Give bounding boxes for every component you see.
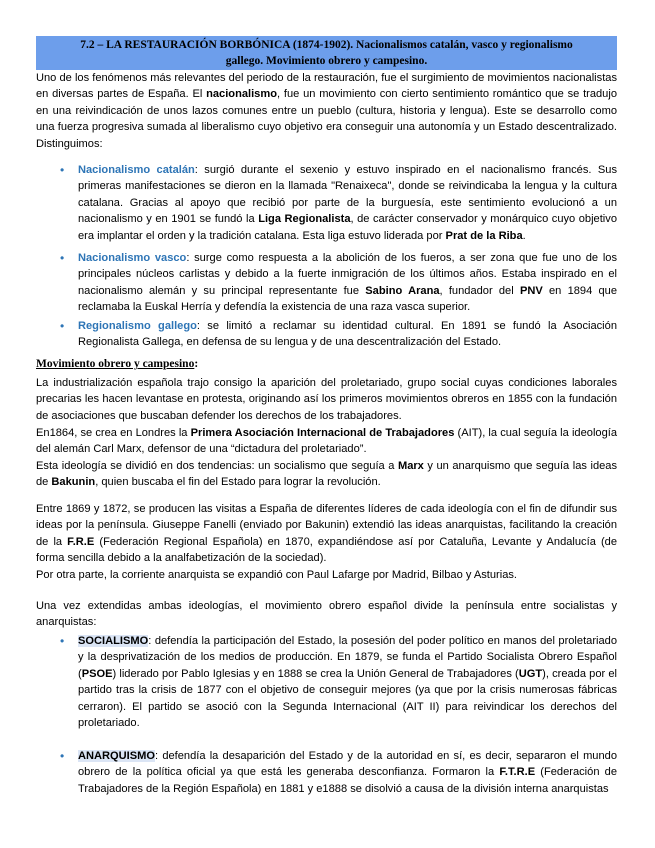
socialismo-text-a: : defendía la participación del Estado, la posesión del poder político en manos del proletariado y la desprivatización de los medios de producción. En 1879, se funda el Partido Socialista Obrero Español ( [78, 635, 617, 680]
catalan-text-e: . [522, 229, 526, 242]
p4-text-a: Entre 1869 y 1872, se producen las visitas a España de diferentes líderes de cada ideología con el fin de difundir sus ideas por la península. Giuseppe Fanelli (enviado por Bakunin) extendió las ideas anarquistas, facilitando la creación de la [36, 503, 617, 548]
catalan-text-c: , de carácter conservador y monárquico cuyo objetivo era implantar el orden y la tradición catalana. Esta liga estuvo liderada por [78, 213, 617, 242]
label-nacionalismo-catalan: Nacionalismo catalán [78, 164, 195, 176]
socialismo-text-e: ), creada por el partido tras la crisis de 1877 con el objetivo de conseguir mejores (ya que por la crisis numerosas fábricas cerraron). El partido se asoció con la Segunda Internacional (AIT II) para reivindicar los derechos del proletariado. [78, 667, 617, 730]
catalan-liga: Liga Regionalista [258, 213, 351, 226]
p4-text-c: (Federación Regional Española) en 1870, expandiéndose así por Cataluña, Levante y Andalucía (de forma sencilla debido a la analfabetización de la sociedad). [36, 535, 617, 565]
gallego-text-a: : se limitó a reclamar su identidad cultural. En 1891 se fundó la Asociación Regionalista Gallega, en defensa de su lengua y de una descentralización del Estado. [78, 320, 617, 349]
section-heading-text: Movimiento obrero y campesino [36, 358, 195, 370]
socialismo-psoe: PSOE [81, 667, 113, 680]
p3-text-e: , quien buscaba el fin del Estado para lograr la revolución. [95, 476, 381, 489]
intro-text-a: Uno de los fenómenos más relevantes del periodo de la restauración, fue el surgimiento de movimientos nacionalistas en diversas partes de España. El [36, 72, 617, 101]
p4-fre: F.R.E [67, 535, 95, 548]
list-item-catalan [60, 162, 617, 244]
vasco-text-c: , fundador del [439, 284, 520, 297]
obrero-paragraph-4 [36, 501, 617, 567]
anarquismo-ftre: F.T.R.E [499, 766, 536, 779]
title-line-1: 7.2 – LA RESTAURACIÓN BORBÓNICA (1874-1902). Nacionalismos catalán, vasco y regionalismo [80, 39, 573, 51]
catalan-text-a: : surgió durante el sexenio y estuvo inspirado en el nacionalismo francés. Sus primeras manifestaciones se dieron en la llamada "Renaixeca", donde se reivindicaba la lengua y la cultura catalana. Gracias al apoyo que recibió por parte de la burguesía, este sentimiento evolucionó a un nacionalismo y en 1901 se fundó la [78, 164, 617, 226]
section-heading [36, 356, 198, 372]
obrero-paragraph-2 [36, 425, 617, 458]
vasco-text-e: en 1894 que reclamaba la Euskal Herría y defendía la existencia de una raza vasca superior. [78, 284, 617, 314]
label-socialismo: SOCIALISMO [78, 635, 149, 647]
vasco-text-a: : surge como respuesta a la abolición de los fueros, a ser zona que fue uno de los principales núcleos carlistas y debido a la fuerte inmigración de los últimos años. Estaba inspirado en el nacionalismo alemán y su principal representante fue [78, 252, 617, 297]
obrero-paragraph-1: La industrialización española trajo consigo la aparición del proletariado, grupo social cuyas condiciones laborales precarias les hacen levantase en protesta, originando así los primeros movimientos obreros en 1855 con la fundación de asociaciones que buscaban defender los derechos de los trabajadores. [36, 377, 617, 422]
list-item-anarquismo [60, 748, 618, 797]
p3-marx: Marx [397, 460, 424, 472]
list-item-vasco [60, 250, 617, 316]
anarquismo-text-c: (Federación de Trabajadores de la Región Española) en 1881 y e1888 se disolvió a causa de la división interna anarquistas [78, 766, 618, 795]
vasco-pnv: PNV [519, 284, 543, 297]
title-line-2: gallego. Movimiento obrero y campesino. [225, 55, 428, 67]
anarquismo-text-a: : defendía la desaparición del Estado y de la autoridad en sí, es decir, separaron el mundo obrero de la política oficial ya que está les generaba desconfianza. Formaron la [78, 750, 617, 779]
section-heading-colon: : [194, 358, 199, 370]
p2-ait: Primera Asociación Internacional de Trabajadores [190, 427, 455, 439]
socialismo-text-c: ) liderado por Pablo Iglesias y en 1888 se crea la Unión General de Trabajadores ( [112, 667, 519, 680]
list-item-gallego [60, 318, 617, 351]
p3-bakunin: Bakunin [51, 476, 96, 489]
label-anarquismo: ANARQUISMO [78, 750, 156, 762]
intro-text-c: , fue un movimiento con cierto sentimiento romántico que se tradujo en una reivindicación de unos lazos comunes entre un pueblo (cultura, historia y lengua). Este se desarrollo como una fuerza progresiva sumada al liberalismo cuyo objetivo era conseguir una autonomía y un Estado descentralizado. Distinguimos: [36, 88, 617, 150]
list-item-socialismo [60, 633, 617, 731]
bullet-icon: • [60, 634, 65, 648]
label-regionalismo-gallego: Regionalismo gallego [78, 320, 197, 332]
bullet-icon: • [60, 251, 65, 265]
p2-text-c: (AIT), la cual seguía la ideología del alemán Carl Marx, defensor de una “dictadura del proletariado”. [36, 427, 617, 456]
intro-term-nacionalismo: nacionalismo [206, 88, 277, 101]
intro-paragraph [36, 70, 617, 152]
bullet-icon: • [60, 749, 65, 763]
p3-text-a: Esta ideología se dividió en dos tendencias: un socialismo que seguía a [36, 460, 398, 472]
obrero-paragraph-5: Por otra parte, la corriente anarquista se expandió con Paul Lafarge por Madrid, Bilbao y Asturias. [36, 569, 518, 581]
obrero-paragraph-3 [36, 458, 617, 491]
socialismo-ugt: UGT [518, 667, 543, 680]
p2-text-a: En1864, se crea en Londres la [36, 427, 191, 439]
p3-text-c: y un anarquismo que seguía las ideas de [36, 460, 618, 489]
label-nacionalismo-vasco: Nacionalismo vasco [78, 252, 187, 264]
catalan-prat: Prat de la Riba [445, 229, 523, 242]
vasco-sabino: Sabino Arana [365, 284, 440, 297]
bullet-icon: • [60, 163, 65, 177]
page-title [36, 36, 617, 70]
bullet-icon: • [60, 319, 65, 333]
obrero-paragraph-6: Una vez extendidas ambas ideologías, el movimiento obrero español divide la península entre socialistas y anarquistas: [36, 600, 617, 629]
